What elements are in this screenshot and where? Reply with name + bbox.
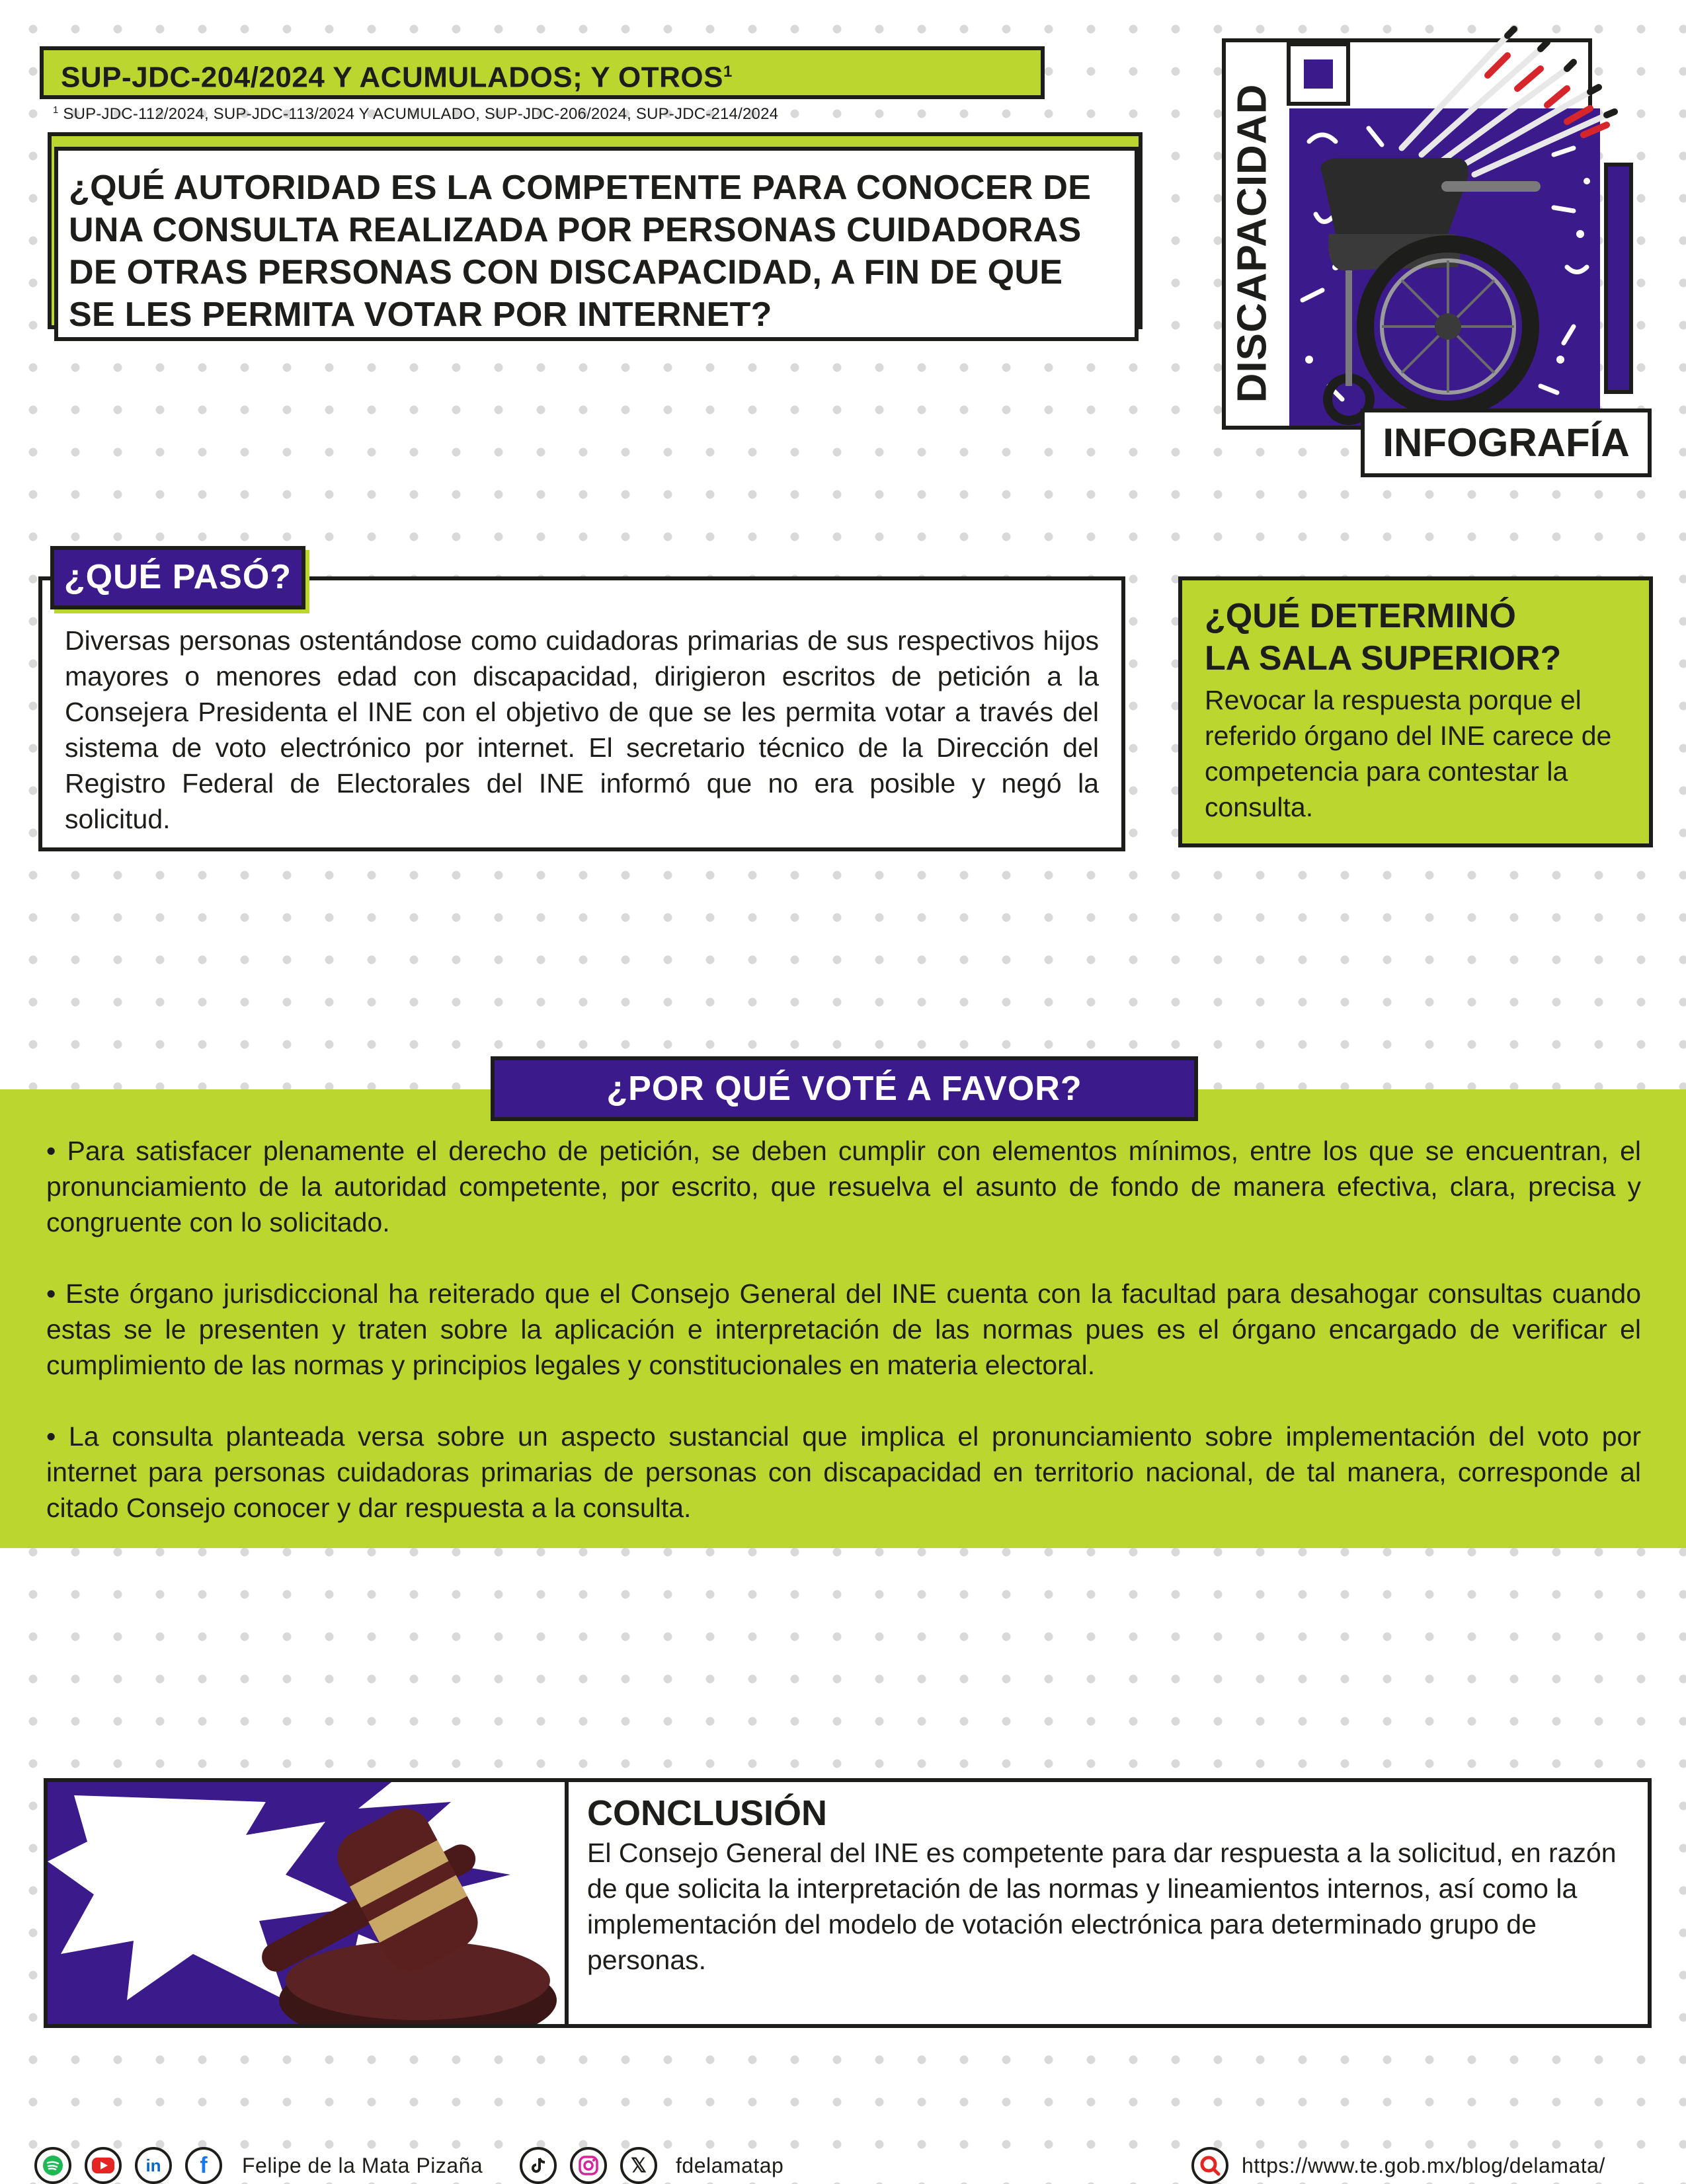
footnote-mark: 1 (53, 104, 59, 116)
vote-reason-item: • La consulta planteada versa sobre un aspecto sustancial que implica el pronunciamiento sobre implementación del voto por internet para personas cuidadoras primarias de personas con discapacidad en territorio nacional, de tal manera, corresponde al citado Consejo conocer y dar respuesta a la consulta. (46, 1421, 1641, 1523)
ruling-title-line-1: ¿QUÉ DETERMINÓ (1205, 597, 1516, 635)
topic-label-wrap (1224, 78, 1280, 409)
vote-reasons-title: ¿POR QUÉ VOTÉ A FAVOR? (491, 1056, 1198, 1121)
ruling-box (1178, 576, 1653, 847)
gavel-illustration (48, 1782, 569, 2024)
vote-reason-item: • Este órgano jurisdiccional ha reiterado que el Consejo General del INE cuenta con la facultad para desahogar consultas cuando estas se le presenten y traten sobre la aplicación e interpretación de las normas pues es el órgano encargado de verificar el cumplimiento de las normas y principios legales y constitucionales en materia electoral. (46, 1278, 1641, 1380)
conclusion-title: CONCLUSIÓN (587, 1793, 827, 1833)
vote-reasons-list (46, 1133, 1641, 1561)
blog-url[interactable]: https://www.te.gob.mx/blog/delamata/ (1242, 2154, 1605, 2177)
gavel-icon (48, 1782, 569, 2024)
author-name: Felipe de la Mata Pizaña (242, 2154, 483, 2177)
linkedin-icon[interactable]: in (135, 2147, 172, 2184)
what-happened-text: Diversas personas ostentándose como cuidadoras primarias de sus respectivos hijos mayores o menores edad con discapacidad, dirigieron escritos de petición a la Consejera Presidenta el INE con el objetivo de que se les permita votar a través del sistema de voto electrónico por internet. El secretario técnico de la Dirección del Registro Federal de Electorales del INE informó que no era posible y negó la solicitud. (65, 625, 1099, 834)
tiktok-icon[interactable] (520, 2147, 557, 2184)
footnote-text: SUP-JDC-112/2024, SUP-JDC-113/2024 Y ACUMULADO, SUP-JDC-206/2024, SUP-JDC-214/2024 (63, 105, 779, 123)
conclusion-text: El Consejo General del INE es competente para dar respuesta a la solicitud, en razón de que solicita la interpretación de las normas y lineamientos internos, así como la implementación del modelo de votación electrónica para determinado grupo de personas. (587, 1838, 1617, 1975)
facebook-icon[interactable]: f (185, 2147, 222, 2184)
instagram-icon[interactable] (570, 2147, 607, 2184)
what-happened-title: ¿QUÉ PASÓ? (50, 546, 305, 609)
what-happened-box (38, 576, 1125, 851)
search-icon[interactable] (1191, 2147, 1228, 2184)
ruling-title (1205, 595, 1632, 680)
question-box (54, 147, 1139, 341)
infographic-label: INFOGRAFÍA (1361, 409, 1652, 477)
youtube-icon[interactable] (85, 2147, 122, 2184)
decor-square (1304, 59, 1333, 89)
ruling-text: Revocar la respuesta porque el referido órgano del INE carece de competencia para contestar la consulta. (1205, 685, 1612, 822)
main-question: ¿QUÉ AUTORIDAD ES LA COMPETENTE PARA CONOCER DE UNA CONSULTA REALIZADA POR PERSONAS CUIDADORAS DE OTRAS PERSONAS CON DISCAPACIDAD, A FIN DE QUE SE LES PERMITA VOTAR POR INTERNET? (69, 169, 1092, 334)
decor-bar (1604, 163, 1633, 394)
case-number-banner (40, 46, 1045, 99)
x-icon[interactable]: 𝕏 (620, 2147, 657, 2184)
footnote (53, 104, 1045, 124)
social-handle: fdelamatap (676, 2154, 784, 2177)
case-footnote-mark: 1 (723, 63, 733, 81)
topic-label: DISCAPACIDAD (1229, 83, 1275, 403)
vote-reason-item: • Para satisfacer plenamente el derecho de petición, se deben cumplir con elementos mínimos, entre los que se encuentran, el pronunciamiento de la autoridad competente, por escrito, que resuelva el asunto de fondo de manera efectiva, clara, precisa y congruente con lo solicitado. (46, 1136, 1641, 1237)
case-number: SUP-JDC-204/2024 Y ACUMULADOS; Y OTROS (61, 61, 723, 94)
ruling-title-line-2: LA SALA SUPERIOR? (1205, 639, 1562, 678)
spotify-icon[interactable] (34, 2147, 71, 2184)
